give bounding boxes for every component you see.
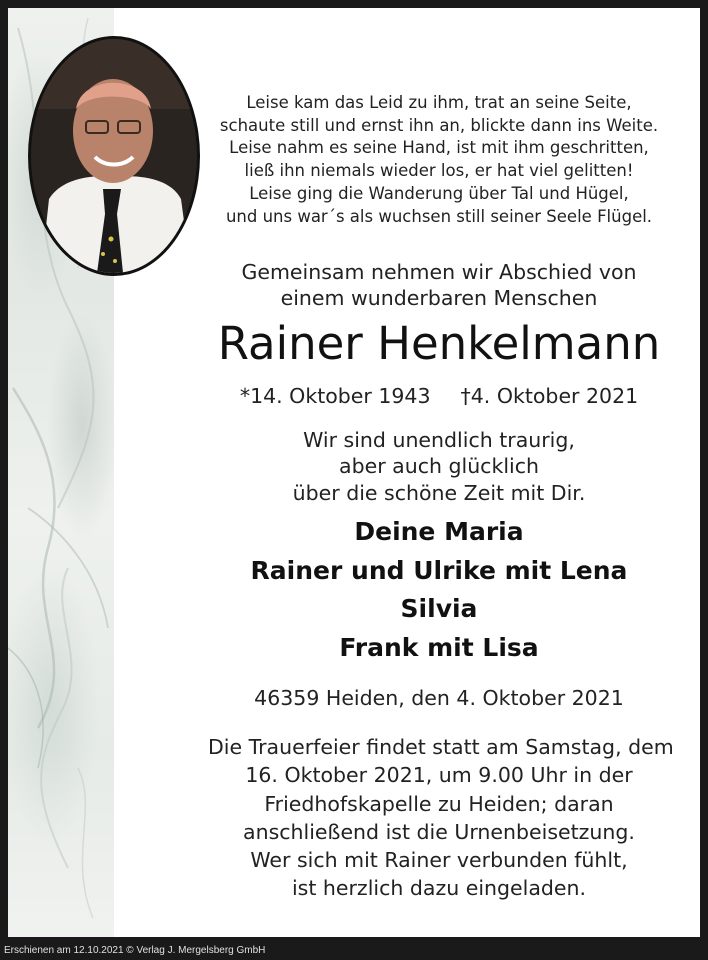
poem-line: Leise ging die Wanderung über Tal und Hügel, [249,183,629,203]
farewell-intro [208,259,670,311]
publication-footer: Erschienen am 12.10.2021 © Verlag J. Mergelsberg GmbH [4,945,266,956]
mourning-line: Wir sind unendlich traurig, [303,428,575,452]
funeral-line: anschließend ist die Urnenbeisetzung. [243,819,635,844]
mourning-line: aber auch glücklich [339,454,539,479]
birth-date: *14. Oktober 1943 [239,384,431,408]
intro-line: Gemeinsam nehmen wir Abschied von [241,260,637,284]
family-member: Deine Maria [354,517,524,546]
poem-line: schaute still und ernst ihn an, blickte dann ins Weite. [219,115,659,135]
poem-line: Leise kam das Leid zu ihm, trat an seine Seite, [246,93,632,112]
family-member: Rainer und Ulrike mit Lena [250,555,628,585]
poem-line: ließ ihn niemals wieder los, er hat viel gelitten! [244,161,634,181]
poem-line: Leise nahm es seine Hand, ist mit ihm geschritten, [229,138,649,158]
portrait-photo [28,36,200,276]
poem-line: und uns war´s als wuchsen still seiner Seele Flügel. [225,206,653,226]
intro-line: einem wunderbaren Menschen [280,286,598,310]
life-dates [208,383,670,409]
funeral-line: Wer sich mit Rainer verbunden fühlt, [250,848,628,873]
family-signatures [208,513,670,667]
obituary-notice [8,8,700,937]
deceased-name: Rainer Henkelmann [217,317,661,370]
funeral-info [208,733,674,903]
funeral-line: 16. Oktober 2021, um 9.00 Uhr in der [245,763,633,788]
poem [208,92,670,228]
funeral-line: Die Trauerfeier findet statt am Samstag, dem [208,735,674,759]
funeral-line: Friedhofskapelle zu Heiden; daran [264,791,614,816]
mourning-text [208,427,670,506]
family-member: Frank mit Lisa [339,632,539,662]
funeral-line: ist herzlich dazu eingeladen. [291,876,587,901]
death-date: †4. Oktober 2021 [460,384,639,408]
place-date: 46359 Heiden, den 4. Oktober 2021 [254,686,624,710]
family-member: Silvia [400,594,478,623]
mourning-line: über die schöne Zeit mit Dir. [292,480,586,505]
